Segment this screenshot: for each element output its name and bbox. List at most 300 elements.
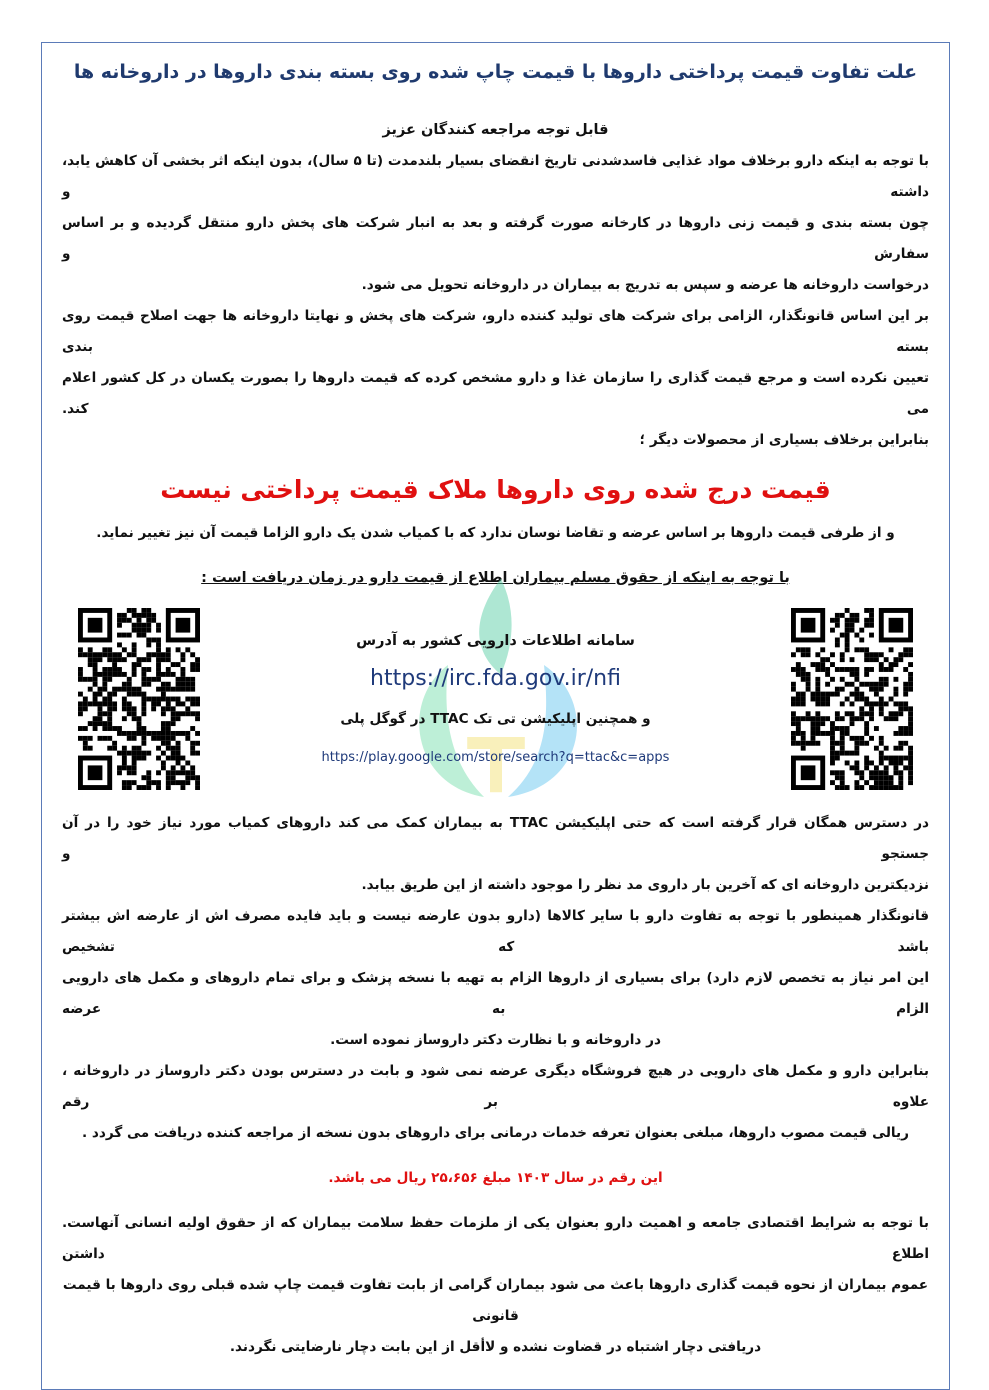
qr-module: [903, 652, 908, 657]
qr-module: [820, 692, 825, 697]
qr-module: [93, 677, 98, 682]
qr-module: [171, 770, 176, 775]
qr-module: [791, 721, 796, 726]
qr-module: [171, 687, 176, 692]
qr-module: [859, 682, 864, 687]
qr-module: [161, 726, 166, 731]
qr-module: [908, 760, 913, 765]
qr-module: [171, 765, 176, 770]
salutation: قابل توجه مراجعه کنندگان عزیز: [382, 122, 609, 138]
qr-module: [185, 731, 190, 736]
qr-module: [151, 613, 156, 618]
para4-line2: نزدیکترین داروخانه ای که آخرین بار داروی مد نظر را موجود داشته از این طریق بیابد.: [361, 877, 929, 893]
qr-module: [884, 770, 889, 775]
qr-module: [112, 726, 117, 731]
qr-module: [83, 697, 88, 702]
qr-module: [879, 687, 884, 692]
qr-module: [171, 751, 176, 756]
qr-module: [879, 667, 884, 672]
qr-module: [146, 628, 151, 633]
qr-module: [791, 716, 796, 721]
qr-module: [122, 613, 127, 618]
qr-module: [78, 736, 83, 741]
qr-module: [122, 785, 127, 790]
qr-module: [835, 642, 840, 647]
qr-module: [112, 672, 117, 677]
qr-module: [791, 682, 796, 687]
qr-module: [141, 682, 146, 687]
qr-module: [161, 682, 166, 687]
qr-module: [88, 701, 93, 706]
qr-module: [132, 647, 137, 652]
qr-module: [117, 618, 122, 623]
qr-module: [864, 701, 869, 706]
qr-module: [156, 770, 161, 775]
qr-module: [840, 780, 845, 785]
qr-module: [815, 721, 820, 726]
qr-module: [835, 692, 840, 697]
qr-module: [898, 785, 903, 790]
qr-module: [132, 706, 137, 711]
qr-module: [854, 780, 859, 785]
qr-module: [806, 716, 811, 721]
qr-module: [840, 613, 845, 618]
qr-module: [127, 711, 132, 716]
qr-module: [132, 756, 137, 761]
qr-finder: [801, 765, 816, 780]
qr-module: [166, 647, 171, 652]
qr-module: [835, 741, 840, 746]
qr-module: [166, 741, 171, 746]
qr-module: [156, 731, 161, 736]
qr-module: [112, 746, 117, 751]
qr-module: [102, 711, 107, 716]
play-url-link[interactable]: https://play.google.com/store/search?q=ttac&c=apps: [321, 749, 670, 765]
qr-module: [156, 697, 161, 702]
qr-module: [874, 657, 879, 662]
qr-module: [107, 652, 112, 657]
qr-module: [161, 706, 166, 711]
para7-line1: با توجه به شرایط اقتصادی جامعه و اهمیت دارو بعنوان یکی از ملزمات حفظ سلامت بیماران که از حقوق اولیه انسانی آنهاست. اطلاع داشتن: [62, 1215, 929, 1262]
qr-module: [176, 687, 181, 692]
qr-module: [107, 706, 112, 711]
qr-module: [811, 736, 816, 741]
qr-module: [141, 613, 146, 618]
qr-module: [151, 638, 156, 643]
qr-module: [146, 623, 151, 628]
qr-module: [176, 677, 181, 682]
qr-module: [122, 765, 127, 770]
qr-module: [107, 647, 112, 652]
qr-module: [166, 756, 171, 761]
qr-module: [141, 692, 146, 697]
qr-module: [796, 721, 801, 726]
qr-module: [859, 647, 864, 652]
qr-module: [107, 701, 112, 706]
qr-module: [811, 697, 816, 702]
qr-module: [859, 775, 864, 780]
qr-module: [879, 682, 884, 687]
qr-module: [161, 741, 166, 746]
qr-module: [180, 667, 185, 672]
qr-module: [102, 672, 107, 677]
qr-module: [898, 770, 903, 775]
qr-module: [190, 751, 195, 756]
qr-module: [820, 697, 825, 702]
qr-module: [879, 770, 884, 775]
qr-module: [806, 741, 811, 746]
qr-module: [122, 687, 127, 692]
qr-module: [801, 697, 806, 702]
qr-module: [83, 677, 88, 682]
qr-module: [879, 701, 884, 706]
qr-module: [908, 746, 913, 751]
qr-module: [117, 667, 122, 672]
qr-module: [171, 662, 176, 667]
qr-module: [146, 731, 151, 736]
qr-module: [869, 667, 874, 672]
qr-module: [864, 721, 869, 726]
qr-module: [854, 647, 859, 652]
qr-module: [908, 775, 913, 780]
qr-module: [840, 701, 845, 706]
qr-module: [864, 760, 869, 765]
qr-module: [825, 672, 830, 677]
qr-module: [830, 726, 835, 731]
qr-module: [176, 701, 181, 706]
qr-module: [893, 731, 898, 736]
qr-module: [854, 633, 859, 638]
qr-module: [825, 716, 830, 721]
qr-module: [884, 765, 889, 770]
qr-module: [166, 667, 171, 672]
qr-module: [112, 667, 117, 672]
qr-module: [850, 711, 855, 716]
qr-module: [146, 618, 151, 623]
qr-module: [889, 756, 894, 761]
qr-module: [166, 687, 171, 692]
qr-module: [889, 662, 894, 667]
qr-module: [815, 741, 820, 746]
qr-module: [93, 721, 98, 726]
qr-module: [820, 667, 825, 672]
qr-module: [830, 662, 835, 667]
qr-module: [185, 775, 190, 780]
qr-module: [845, 608, 850, 613]
qr-module: [884, 716, 889, 721]
qr-module: [903, 687, 908, 692]
qr-module: [107, 721, 112, 726]
qr-module: [830, 760, 835, 765]
qr-module: [137, 618, 142, 623]
qr-module: [796, 731, 801, 736]
qr-module: [141, 731, 146, 736]
para3: و از طرفی قیمت داروها بر اساس عرضه و تقاضا نوسان ندارد که با کمیاب شدن یک دارو الزاما قیمت آن نیز تغییر نماید.: [96, 525, 895, 541]
qr-module: [156, 785, 161, 790]
qr-module: [825, 701, 830, 706]
qr-module: [893, 785, 898, 790]
qr-module: [879, 652, 884, 657]
qr-module: [98, 716, 103, 721]
qr-module: [879, 756, 884, 761]
qr-module: [171, 711, 176, 716]
qr-module: [78, 706, 83, 711]
qr-module: [190, 667, 195, 672]
qr-module: [854, 697, 859, 702]
qr-module: [132, 765, 137, 770]
qr-module: [141, 667, 146, 672]
qr-module: [146, 682, 151, 687]
qr-module: [161, 672, 166, 677]
qr-module: [889, 697, 894, 702]
qr-module: [825, 692, 830, 697]
qr-module: [908, 765, 913, 770]
qr-module: [93, 726, 98, 731]
qr-module: [190, 741, 195, 746]
qr-module: [127, 706, 132, 711]
rights-line-text: با توجه به اینکه از حقوق مسلم بیماران اطلاع از قیمت دارو در زمان دریافت است :: [201, 570, 790, 586]
qr-module: [156, 657, 161, 662]
qr-module: [869, 623, 874, 628]
qr-module: [830, 780, 835, 785]
qr-module: [806, 687, 811, 692]
qr-module: [98, 672, 103, 677]
qr-module: [854, 765, 859, 770]
qr-module: [117, 613, 122, 618]
qr-module: [161, 711, 166, 716]
qr-module: [908, 726, 913, 731]
qr-module: [102, 677, 107, 682]
qr-module: [156, 628, 161, 633]
qr-module: [185, 697, 190, 702]
qr-module: [127, 701, 132, 706]
qr-module: [190, 746, 195, 751]
qr-module: [137, 726, 142, 731]
qr-module: [137, 785, 142, 790]
qr-module: [796, 662, 801, 667]
qr-module: [180, 765, 185, 770]
qr-module: [835, 638, 840, 643]
qr-module: [864, 667, 869, 672]
qr-module: [88, 647, 93, 652]
irc-url-link[interactable]: https://irc.fda.gov.ir/nfi: [370, 665, 621, 691]
qr-module: [893, 760, 898, 765]
qr-module: [811, 731, 816, 736]
qr-module: [815, 711, 820, 716]
qr-module: [820, 662, 825, 667]
qr-module: [854, 613, 859, 618]
qr-module: [122, 682, 127, 687]
qr-module: [117, 633, 122, 638]
qr-module: [854, 716, 859, 721]
qr-module: [796, 701, 801, 706]
qr-module: [141, 751, 146, 756]
qr-module: [161, 652, 166, 657]
qr-module: [180, 652, 185, 657]
qr-module: [806, 672, 811, 677]
qr-module: [859, 736, 864, 741]
qr-module: [146, 775, 151, 780]
center-info: [200, 622, 791, 777]
qr-module: [884, 780, 889, 785]
qr-module: [835, 770, 840, 775]
qr-module: [107, 716, 112, 721]
qr-module: [889, 775, 894, 780]
qr-module: [117, 657, 122, 662]
qr-module: [864, 726, 869, 731]
qr-module: [845, 682, 850, 687]
qr-module: [166, 652, 171, 657]
qr-module: [180, 731, 185, 736]
qr-module: [825, 697, 830, 702]
qr-module: [161, 687, 166, 692]
qr-module: [185, 780, 190, 785]
qr-module: [161, 760, 166, 765]
qr-module: [132, 623, 137, 628]
qr-module: [190, 770, 195, 775]
qr-module: [845, 633, 850, 638]
qr-module: [156, 647, 161, 652]
qr-module: [908, 756, 913, 761]
qr-module: [151, 706, 156, 711]
qr-module: [83, 736, 88, 741]
para7-line3: دریافتی دچار اشتباه در قضاوت نشده و لاأقل از این بابت دچار نارضایتی نگردند.: [229, 1339, 762, 1355]
qr-module: [835, 687, 840, 692]
qr-module: [835, 785, 840, 790]
qr-module: [132, 751, 137, 756]
qr-module: [815, 682, 820, 687]
qr-module: [801, 741, 806, 746]
qr-module: [879, 736, 884, 741]
qr-module: [141, 785, 146, 790]
qr-module: [893, 657, 898, 662]
qr-module: [190, 711, 195, 716]
qr-module: [185, 736, 190, 741]
qr-module: [146, 642, 151, 647]
qr-module: [122, 697, 127, 702]
qr-module: [850, 721, 855, 726]
qr-code-play[interactable]: [791, 608, 913, 790]
qr-finder: [889, 618, 904, 633]
qr-module: [830, 692, 835, 697]
qr-module: [864, 623, 869, 628]
qr-module: [908, 647, 913, 652]
para2-line1: بر این اساس قانونگذار، الزامی برای شرکت های تولید کننده دارو، شرکت های پخش و نهایتا داروخانه ها جهت اصلاح قیمت روی بسته بندی: [62, 308, 929, 355]
qr-module: [141, 697, 146, 702]
para2-line3: بنابراین برخلاف بسیاری از محصولات دیگر ؛: [639, 432, 929, 448]
qr-module: [796, 667, 801, 672]
qr-module: [132, 731, 137, 736]
para2-line2: تعیین نکرده است و مرجع قیمت گذاری را سازمان غذا و دارو مشخص کرده که قیمت داروها را بصورت یکسان در کل کشور اعلام می کند.: [62, 370, 929, 417]
qr-module: [176, 731, 181, 736]
qr-module: [791, 731, 796, 736]
qr-module: [166, 701, 171, 706]
qr-module: [127, 765, 132, 770]
qr-module: [176, 716, 181, 721]
qr-module: [132, 687, 137, 692]
qr-module: [874, 692, 879, 697]
qr-module: [854, 692, 859, 697]
qr-module: [815, 662, 820, 667]
qr-module: [835, 711, 840, 716]
qr-module: [151, 697, 156, 702]
qr-module: [845, 726, 850, 731]
qr-module: [903, 731, 908, 736]
qr-module: [903, 706, 908, 711]
qr-module: [88, 687, 93, 692]
qr-module: [854, 687, 859, 692]
qr-module: [898, 780, 903, 785]
qr-module: [171, 775, 176, 780]
qr-module: [908, 731, 913, 736]
qr-module: [137, 692, 142, 697]
qr-module: [190, 677, 195, 682]
qr-module: [83, 652, 88, 657]
qr-module: [98, 701, 103, 706]
qr-module: [141, 711, 146, 716]
qr-module: [884, 677, 889, 682]
qr-module: [879, 662, 884, 667]
qr-module: [864, 618, 869, 623]
qr-module: [893, 716, 898, 721]
qr-module: [190, 765, 195, 770]
qr-module: [107, 672, 112, 677]
qr-module: [864, 672, 869, 677]
qr-module: [791, 736, 796, 741]
qr-module: [845, 667, 850, 672]
qr-module: [864, 780, 869, 785]
qr-module: [137, 751, 142, 756]
qr-module: [171, 756, 176, 761]
qr-module: [830, 721, 835, 726]
qr-module: [166, 697, 171, 702]
qr-module: [107, 692, 112, 697]
qr-module: [107, 697, 112, 702]
qr-module: [889, 780, 894, 785]
qr-module: [903, 756, 908, 761]
qr-module: [879, 775, 884, 780]
qr-module: [195, 780, 200, 785]
qr-module: [815, 701, 820, 706]
qr-module: [830, 677, 835, 682]
qr-module: [830, 746, 835, 751]
qr-code-irc[interactable]: [78, 608, 200, 790]
qr-module: [93, 667, 98, 672]
qr-module: [859, 785, 864, 790]
qr-module: [166, 672, 171, 677]
qr-module: [850, 618, 855, 623]
qr-module: [889, 785, 894, 790]
qr-module: [141, 726, 146, 731]
qr-module: [141, 775, 146, 780]
qr-module: [893, 687, 898, 692]
qr-module: [117, 726, 122, 731]
qr-module: [796, 716, 801, 721]
qr-module: [98, 721, 103, 726]
qr-module: [874, 701, 879, 706]
qr-module: [190, 701, 195, 706]
qr-module: [146, 657, 151, 662]
qr-module: [898, 760, 903, 765]
qr-module: [83, 701, 88, 706]
qr-module: [811, 716, 816, 721]
qr-module: [132, 628, 137, 633]
para7-line2: عموم بیماران از نحوه قیمت گذاری داروها باعث می شود بیماران گرامی از بابت تفاوت قیمت چاپ شده قبلی روی داروها با قیمت قانونی: [62, 1277, 929, 1324]
qr-module: [156, 662, 161, 667]
qr-module: [176, 751, 181, 756]
qr-module: [93, 701, 98, 706]
qr-module: [151, 677, 156, 682]
